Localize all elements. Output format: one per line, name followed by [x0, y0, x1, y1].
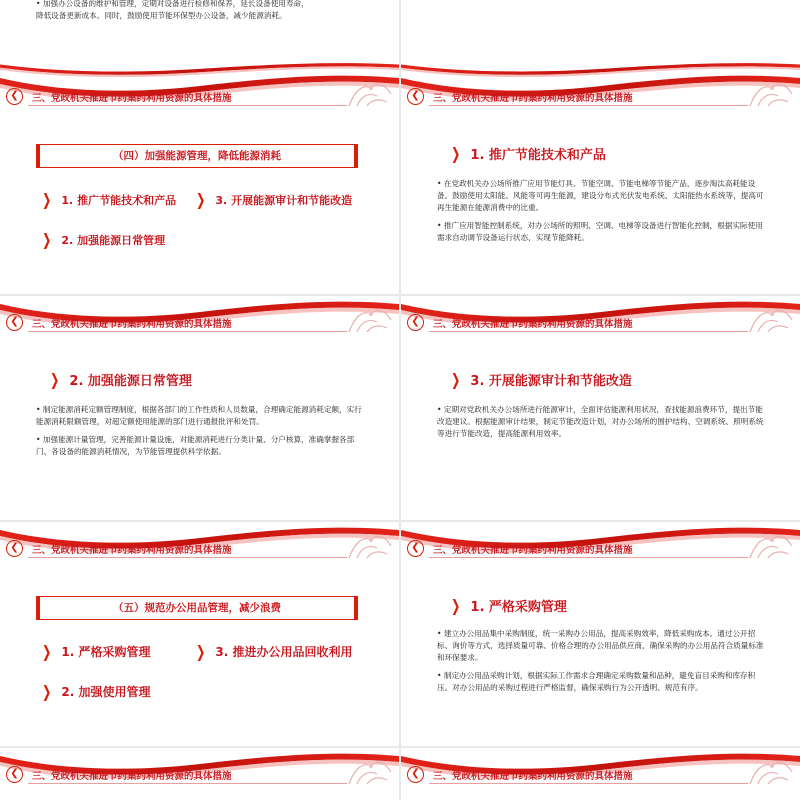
- back-arrow-icon[interactable]: ❮: [407, 88, 424, 105]
- slide-header: [0, 748, 399, 784]
- header-title: 三、党政机关推进节约集约利用资源的具体措施: [433, 545, 633, 556]
- great-wall-deco-icon: [347, 306, 393, 334]
- paragraph: • 制定办公用品采购计划，根据实际工作需求合理确定采购数量和品种，避免盲目采购和库存积压。对办公用品的采购过程进行严格监督，确保采购行为公开透明、规范有序。: [437, 671, 756, 692]
- header-divider: [429, 783, 748, 784]
- header-divider: [429, 105, 748, 106]
- header-divider: [28, 331, 347, 332]
- slide-audit: [401, 296, 800, 520]
- back-arrow-icon[interactable]: ❮: [407, 766, 424, 783]
- slide-bottom-left: [0, 748, 399, 800]
- slide-header: [401, 748, 800, 784]
- great-wall-deco-icon: [748, 758, 794, 786]
- subsection-title: [449, 144, 606, 163]
- text-line: 降低设备更新成本。同时，鼓励使用节能环保型办公设备，减少能源消耗。: [36, 11, 287, 20]
- slide-header: [401, 296, 800, 332]
- menu-item-label: 1. 严格采购管理: [61, 645, 151, 659]
- great-wall-deco-icon: [347, 80, 393, 108]
- menu-item-label: 3. 开展能源审计和节能改造: [215, 193, 353, 207]
- header-title: 三、党政机关推进节约集约利用资源的具体措施: [32, 319, 232, 330]
- menu-item-label: 3. 推进办公用品回收利用: [215, 645, 353, 659]
- slide-header: [0, 522, 399, 558]
- chevron-right-icon: ❯: [451, 370, 461, 389]
- slide-body: [36, 0, 376, 22]
- menu-item-audit[interactable]: [194, 190, 352, 209]
- back-arrow-icon[interactable]: ❮: [6, 540, 23, 557]
- header-title: 三、党政机关推进节约集约利用资源的具体措施: [32, 545, 232, 556]
- slide-header: [0, 296, 399, 332]
- slide-header: [401, 522, 800, 558]
- subsection-title-text: 2. 加强能源日常管理: [69, 374, 192, 389]
- header-divider: [28, 783, 347, 784]
- slide-body: [437, 178, 769, 250]
- chevron-right-icon: ❯: [196, 190, 206, 209]
- red-wave-banner: [0, 60, 399, 80]
- menu-item-daily-mgmt[interactable]: [40, 230, 165, 249]
- slide-daily: [0, 296, 399, 520]
- header-title: 三、党政机关推进节约集约利用资源的具体措施: [32, 771, 232, 782]
- chevron-right-icon: ❯: [42, 190, 52, 209]
- paragraph: • 制定能源消耗定额管理制度，根据各部门的工作性质和人员数量，合理确定能源消耗定额，实行能源消耗限额管理，对超定额使用能源的部门进行通报批评和处罚。: [36, 405, 362, 426]
- subsection-title-text: 1. 推广节能技术和产品: [470, 148, 606, 163]
- paragraph: • 在党政机关办公场所推广应用节能灯具、节能空调、节能电梯等节能产品，逐步淘汰高耗能设备。鼓励使用太阳能、风能等可再生能源，建设分布式光伏发电系统、太阳能热水系统等，提高可再生能源在能源消费中的比重。: [437, 179, 764, 212]
- menu-item-purchase[interactable]: [40, 642, 151, 661]
- great-wall-deco-icon: [748, 306, 794, 334]
- subsection-title: [449, 596, 567, 615]
- header-title: 三、党政机关推进节约集约利用资源的具体措施: [433, 319, 633, 330]
- slide-tech: [401, 70, 800, 294]
- chevron-right-icon: ❯: [42, 642, 52, 661]
- chevron-right-icon: ❯: [42, 230, 52, 249]
- back-arrow-icon[interactable]: ❮: [6, 314, 23, 331]
- paragraph: • 推广应用智能控制系统，对办公场所的照明、空调、电梯等设备进行智能化控制，根据实际使用需求自动调节设备运行状态，实现节能降耗。: [437, 221, 763, 242]
- chevron-right-icon: ❯: [451, 144, 461, 163]
- slide-energy-menu: [0, 70, 399, 294]
- menu-item-label: 2. 加强能源日常管理: [61, 233, 166, 247]
- header-divider: [429, 557, 748, 558]
- menu-item-recycle[interactable]: [194, 642, 353, 661]
- great-wall-deco-icon: [347, 758, 393, 786]
- back-arrow-icon[interactable]: ❮: [407, 540, 424, 557]
- slide-body: [36, 404, 368, 464]
- header-title: 三、党政机关推进节约集约利用资源的具体措施: [433, 771, 633, 782]
- slide-supply-menu: [0, 522, 399, 746]
- great-wall-deco-icon: [748, 80, 794, 108]
- text-line: • 加强办公设备的维护和管理，定期对设备进行检修和保养，延长设备使用寿命，: [36, 0, 309, 8]
- menu-item-usage[interactable]: [40, 682, 151, 701]
- header-title: 三、党政机关推进节约集约利用资源的具体措施: [32, 93, 232, 104]
- subsection-title: [449, 370, 632, 389]
- paragraph: • 加强能源计量管理，完善能源计量设施，对能源消耗进行分类计量、分户核算，准确掌握各部门、各设备的能源消耗情况，为节能管理提供科学依据。: [36, 435, 355, 456]
- slide-body: [437, 628, 769, 700]
- menu-item-label: 2. 加强使用管理: [61, 685, 151, 699]
- slide-body: [437, 404, 769, 446]
- slide-bottom-right: [401, 748, 800, 800]
- paragraph: • 建立办公用品集中采购制度，统一采购办公用品，提高采购效率，降低采购成本。通过公开招标、询价等方式，选择质量可靠、价格合理的办公用品供应商，确保采购的办公用品符合质量标准和环保要求。: [437, 629, 764, 662]
- red-wave-banner: [401, 60, 800, 80]
- paragraph: • 定期对党政机关办公场所进行能源审计，全面评估能源利用状况，查找能源浪费环节，提出节能改造建议。根据能源审计结果，制定节能改造计划，对办公场所的围护结构、空调系统、照明系统等进行节能改造，提高能源利用效率。: [437, 405, 764, 438]
- menu-item-promote-tech[interactable]: [40, 190, 176, 209]
- chevron-right-icon: ❯: [196, 642, 206, 661]
- back-arrow-icon[interactable]: ❮: [407, 314, 424, 331]
- section-box: （四）加强能源管理，降低能源消耗: [36, 144, 358, 168]
- chevron-right-icon: ❯: [451, 596, 461, 615]
- subsection-title-text: 3. 开展能源审计和节能改造: [470, 374, 632, 389]
- menu-item-label: 1. 推广节能技术和产品: [61, 193, 177, 207]
- header-title: 三、党政机关推进节约集约利用资源的具体措施: [433, 93, 633, 104]
- chevron-right-icon: ❯: [50, 370, 60, 389]
- subsection-title-text: 1. 严格采购管理: [470, 600, 567, 615]
- header-divider: [28, 105, 347, 106]
- back-arrow-icon[interactable]: ❮: [6, 766, 23, 783]
- subsection-title: [48, 370, 192, 389]
- great-wall-deco-icon: [748, 532, 794, 560]
- section-box: （五）规范办公用品管理，减少浪费: [36, 596, 358, 620]
- slide-purchase: [401, 522, 800, 746]
- back-arrow-icon[interactable]: ❮: [6, 88, 23, 105]
- great-wall-deco-icon: [347, 532, 393, 560]
- header-divider: [429, 331, 748, 332]
- chevron-right-icon: ❯: [42, 682, 52, 701]
- header-divider: [28, 557, 347, 558]
